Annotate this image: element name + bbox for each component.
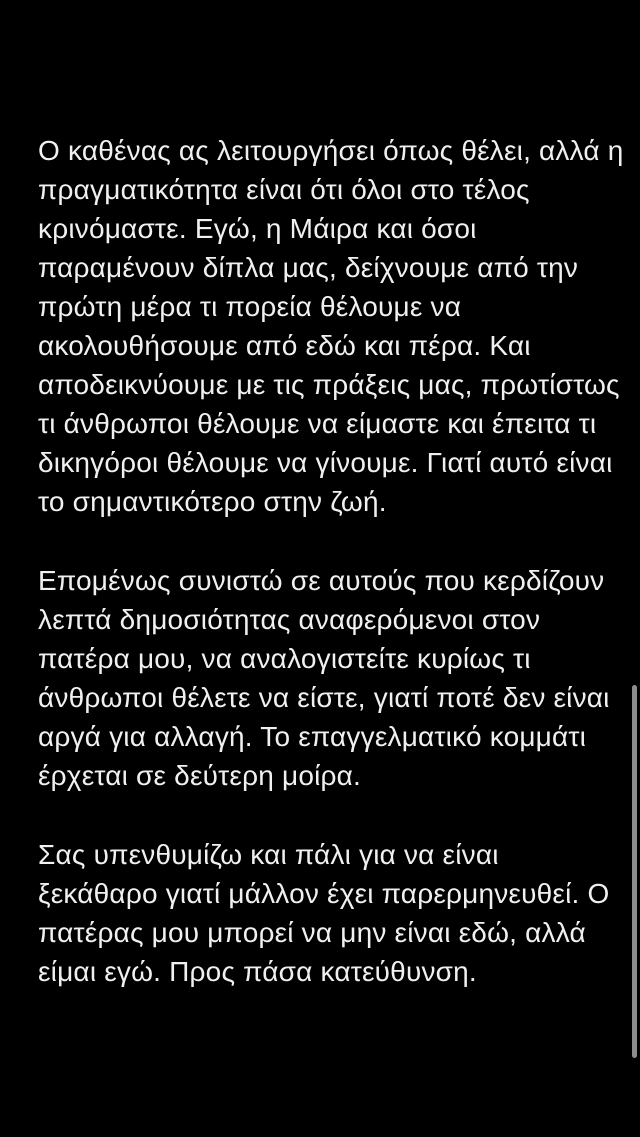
text-line: ξεκάθαρο γιατί μάλλον έχει παρερμηνευθεί. Ο [38,878,610,909]
text-line: Επομένως συνιστώ σε αυτούς που κερδίζουν [38,565,605,596]
text-line: πατέρας μου μπορεί να μην είναι εδώ, αλλά [38,917,586,948]
scrollbar-thumb[interactable] [632,685,637,1058]
paragraph-2 [38,561,624,795]
text-line: Σας υπενθυμίζω και πάλι για να είναι [38,839,499,870]
paragraph-3 [38,835,624,991]
text-line: τι άνθρωποι θέλουμε να είμαστε και έπειτα τι [38,408,597,439]
text-line: δικηγόροι θέλουμε να γίνουμε. Γιατί αυτό είναι [38,447,613,478]
text-line: αποδεικνύουμε με τις πράξεις μας, πρωτίστως [38,369,620,400]
text-line: το σημαντικότερο στην ζωή. [38,486,387,517]
statement-text [38,131,624,1031]
text-line: είμαι εγώ. Προς πάσα κατεύθυνση. [38,956,477,987]
text-line: κρινόμαστε. Εγώ, η Μάιρα και όσοι [38,213,477,244]
text-line: αργά για αλλαγή. Το επαγγελματικό κομμάτι [38,721,587,752]
text-line: πρώτη μέρα τι πορεία θέλουμε να [38,291,462,322]
text-line: πατέρα μου, να αναλογιστείτε κυρίως τι [38,643,531,674]
paragraph-1 [38,131,624,521]
text-line: άνθρωποι θέλετε να είστε, γιατί ποτέ δεν είναι [38,682,610,713]
text-line: πραγματικότητα είναι ότι όλοι στο τέλος [38,174,530,205]
text-line: παραμένουν δίπλα μας, δείχνουμε από την [38,252,579,283]
text-line: έρχεται σε δεύτερη μοίρα. [38,760,362,791]
text-line: ακολουθήσουμε από εδώ και πέρα. Και [38,330,531,361]
text-line: Ο καθένας ας λειτουργήσει όπως θέλει, αλλά η [38,135,624,166]
text-line: λεπτά δημοσιότητας αναφερόμενοι στον [38,604,541,635]
